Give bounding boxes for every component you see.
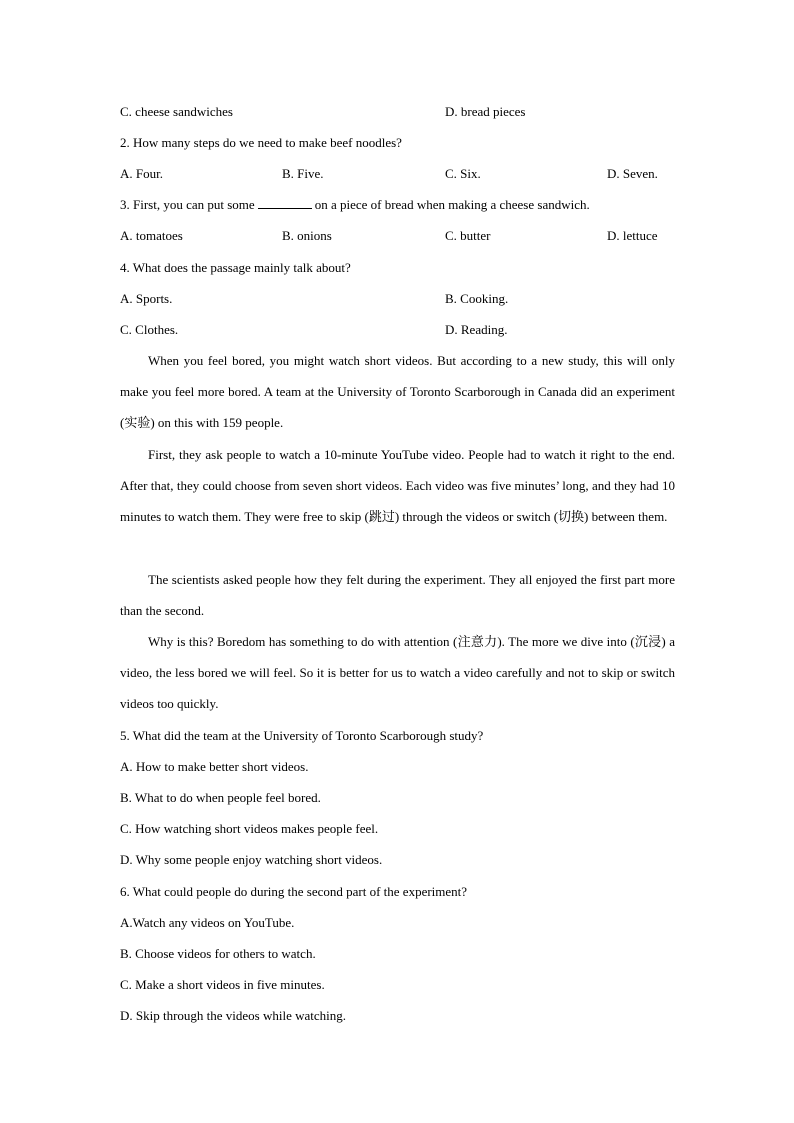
q5-option-d: D. Why some people enjoy watching short videos.	[120, 852, 383, 867]
q6-option-a: A.Watch any videos on YouTube.	[120, 915, 295, 930]
q5-option-b: B. What to do when people feel bored.	[120, 790, 321, 805]
q2-option-a: A. Four.	[120, 166, 163, 181]
q4-question: 4. What does the passage mainly talk about?	[120, 260, 351, 275]
q3-question-end: on a piece of bread when making a cheese sandwich.	[314, 197, 590, 212]
passage-paragraph-3: The scientists asked people how they felt during the experiment. They all enjoyed the first part more than the second.	[120, 572, 675, 619]
q4-option-c: C. Clothes.	[120, 322, 179, 337]
q5-question: 5. What did the team at the University of Toronto Scarborough study?	[120, 728, 484, 743]
q4-option-b: B. Cooking.	[445, 291, 509, 306]
passage-paragraph-1: When you feel bored, you might watch short videos. But according to a new study, this will only make you feel more bored. A team at the University of Toronto Scarborough in Canada did an experiment (实验) on this with 159 people.	[120, 353, 675, 431]
q3-option-a: A. tomatoes	[120, 228, 183, 243]
passage-paragraph-2: First, they ask people to watch a 10-minute YouTube video. People had to watch it right to the end. After that, they could choose from seven short videos. Each video was five minutes’ long, and they had 10 minutes to watch them. They were free to skip (跳过) through the videos or switch (切换) between them.	[120, 447, 675, 525]
q4-option-a: A. Sports.	[120, 291, 173, 306]
q2-option-b: B. Five.	[282, 166, 324, 181]
q2-option-d: D. Seven.	[607, 166, 658, 181]
q5-option-c: C. How watching short videos makes people feel.	[120, 821, 379, 836]
answer-blank	[258, 197, 312, 209]
q2-question: 2. How many steps do we need to make beef noodles?	[120, 135, 402, 150]
q3-option-b: B. onions	[282, 228, 332, 243]
q5-option-a: A. How to make better short videos.	[120, 759, 309, 774]
q6-question: 6. What could people do during the second part of the experiment?	[120, 884, 468, 899]
q3-question	[120, 197, 590, 213]
q3-question-start: 3. First, you can put some	[120, 197, 255, 212]
q1-option-d: D. bread pieces	[445, 104, 526, 119]
q6-option-d: D. Skip through the videos while watching.	[120, 1008, 347, 1023]
passage-paragraph-4: Why is this? Boredom has something to do with attention (注意力). The more we dive into (沉浸) a video, the less bored we will feel. So it is better for us to watch a video carefully and not to skip or switch videos too quickly.	[120, 634, 675, 712]
q3-option-c: C. butter	[445, 228, 491, 243]
q6-option-c: C. Make a short videos in five minutes.	[120, 977, 325, 992]
q1-option-c: C. cheese sandwiches	[120, 104, 233, 119]
q4-option-d: D. Reading.	[445, 322, 508, 337]
q3-option-d: D. lettuce	[607, 228, 658, 243]
q2-option-c: C. Six.	[445, 166, 481, 181]
q6-option-b: B. Choose videos for others to watch.	[120, 946, 316, 961]
